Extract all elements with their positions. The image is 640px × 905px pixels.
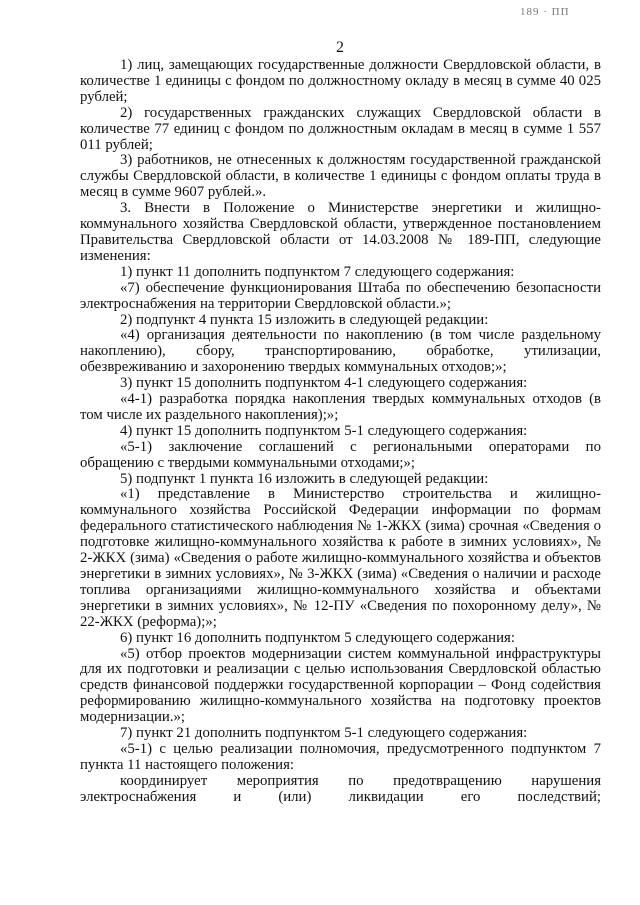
paragraph-9: 3) пункт 15 дополнить подпунктом 4-1 следующего содержания: (120, 375, 528, 392)
paragraph-6: «7) обеспечение функционирования Штаба по обеспечению безопасности электроснабжения на территории Свердловской области.»; (80, 279, 601, 312)
paragraph-5: 1) пункт 11 дополнить подпунктом 7 следующего содержания: (120, 263, 515, 280)
paragraph-13: 5) подпункт 1 пункта 16 изложить в следующей редакции: (120, 470, 489, 487)
paragraph-10: «4-1) разработка порядка накопления твердых коммунальных отходов (в том числе их раздельного накопления);»; (80, 391, 601, 423)
paragraph-7: 2) подпункт 4 пункта 15 изложить в следующей редакции: (120, 311, 489, 328)
paragraph-2: 2) государственных гражданских служащих Свердловской области в количестве 77 единиц с фондом по должностным окладам в месяц в сумме 1 557 011 рублей; (80, 104, 601, 153)
paragraph-16: «5) отбор проектов модернизации систем коммунальной инфраструктуры для их подготовки и реализации с целью использования Свердловской областью средств финансовой поддержки государственной корпорации – Фонд содействия реформированию жилищно-коммунального хозяйства на подготовку проектов модернизации.»; (80, 645, 601, 726)
paragraph-11: 4) пункт 15 дополнить подпунктом 5-1 следующего содержания: (120, 422, 528, 439)
paragraph-19: координирует мероприятия по предотвращению нарушения электроснабжения и (или) ликвидации его последствий; (80, 772, 601, 805)
document-body (80, 58, 601, 806)
paragraph-18: «5-1) с целью реализации полномочия, предусмотренного подпунктом 7 пункта 11 настоящего положения: (80, 740, 601, 773)
paragraph-17: 7) пункт 21 дополнить подпунктом 5-1 следующего содержания: (120, 725, 528, 742)
document-page (80, 0, 601, 905)
paragraph-4: 3. Внести в Положение о Министерстве энергетики и жилищно-коммунального хозяйства Свердловской области, утвержденное постановлением Правительства Свердловской области от 14.03.2008 № 189-ПП, следующие изменения: (80, 200, 601, 264)
paragraph-14: «1) представление в Министерство строительства и жилищно-коммунального хозяйства Российской Федерации информации по формам федерального статистического наблюдения № 1-ЖКХ (зима) срочная «Сведения о подготовке жилищно-коммунального хозяйства к работе в зимних условиях», № 2-ЖКХ (зима) «Сведения о работе жилищно-коммунального хозяйства и объектов энергетики в зимних условиях», № 3-ЖКХ (зима) «Сведения о наличии и расходе топлива организациями жилищно-коммунального хозяйства и объектами энергетики в зимних условиях», № 12-ПУ «Сведения по похоронному делу», № 22-ЖКХ (реформа);»; (80, 486, 601, 630)
corner-mark: 189 · ПП (520, 6, 570, 18)
paragraph-1: 1) лиц, замещающих государственные должности Свердловской области, в количестве 1 единицы с фондом по должностному окладу в месяц в сумме 40 025 рублей; (80, 57, 601, 105)
paragraph-12: «5-1) заключение соглашений с региональными операторами по обращению с твердыми коммунальными отходами;»; (80, 438, 601, 471)
paragraph-3: 3) работников, не отнесенных к должностям государственной гражданской службы Свердловской области, в количестве 1 единицы с фондом оплаты труда в месяц в сумме 9607 рублей.». (80, 152, 601, 201)
paragraph-8: «4) организация деятельности по накоплению (в том числе раздельному накоплению), сбору, транспортированию, обработке, утилизации, обезвреживанию и захоронению твердых коммунальных отходов;»; (80, 327, 601, 376)
page-number: 2 (336, 39, 344, 56)
paragraph-15: 6) пункт 16 дополнить подпунктом 5 следующего содержания: (120, 629, 515, 646)
